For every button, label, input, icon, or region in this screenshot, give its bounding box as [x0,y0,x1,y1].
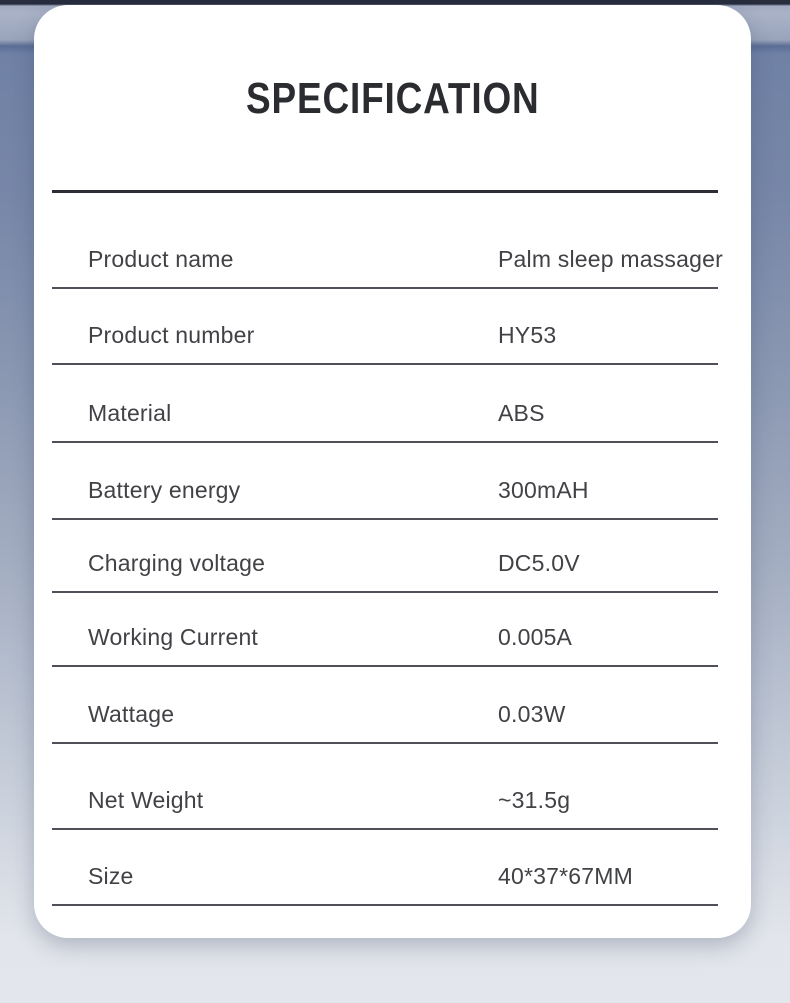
row-value: 0.03W [498,700,566,727]
row-label: Wattage [88,700,175,727]
table-row [52,744,718,830]
row-label: Net Weight [88,786,204,813]
row-label: Charging voltage [88,549,266,576]
row-value: Palm sleep massager [498,245,723,272]
table-row [52,593,718,667]
row-value: DC5.0V [498,549,580,576]
row-label: Product name [88,245,234,272]
table-row [52,667,718,744]
row-value: 40*37*67MM [498,862,633,889]
row-value: 0.005A [498,623,573,650]
row-value: ~31.5g [498,786,571,813]
table-row [52,520,718,593]
table-row [52,830,718,906]
row-value: ABS [498,399,545,426]
table-row [52,289,718,365]
table-row [52,193,723,289]
row-label: Working Current [88,623,259,650]
page-title [34,74,751,123]
specification-card [34,5,751,938]
row-label: Battery energy [88,476,241,503]
table-row [52,365,718,443]
row-value: 300mAH [498,476,589,503]
row-label: Size [88,862,134,889]
row-label: Material [88,399,172,426]
row-value: HY53 [498,321,557,348]
page-title-text: SPECIFICATION [245,74,540,123]
table-row [52,443,718,520]
spec-table [52,193,723,906]
row-label: Product number [88,321,255,348]
